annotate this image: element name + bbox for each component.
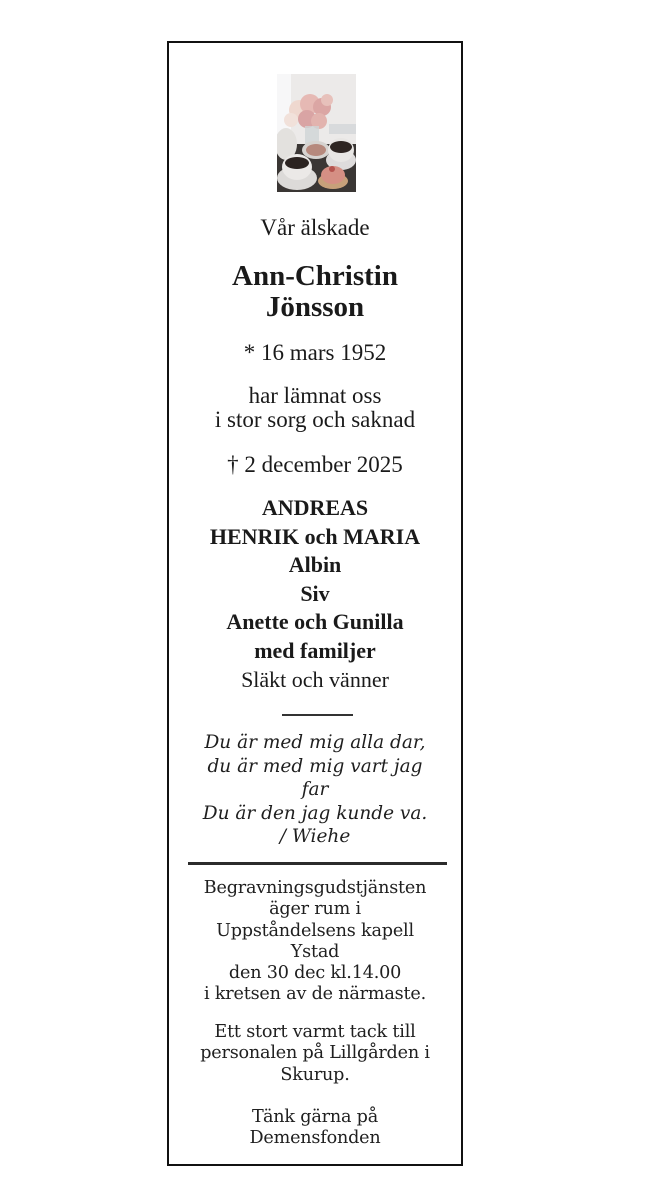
poem-line: Du är med mig alla dar, bbox=[204, 732, 426, 753]
thanks-line: Ett stort varmt tack till bbox=[214, 1022, 416, 1042]
poem-attribution: / Wiehe bbox=[279, 826, 351, 848]
family-member: HENRIK och MARIA bbox=[209, 523, 421, 549]
service-line: Uppståndelsens kapell bbox=[216, 920, 414, 941]
relatives-and-friends: Släkt och vänner bbox=[241, 666, 389, 692]
service-line: äger rum i bbox=[269, 899, 361, 920]
service-line: den 30 dec kl.14.00 bbox=[228, 963, 402, 984]
funeral-service-info bbox=[169, 878, 461, 1006]
family-list bbox=[169, 494, 461, 694]
service-line: i kretsen av de närmaste. bbox=[204, 984, 426, 1005]
memorial-poem bbox=[169, 731, 461, 849]
thanks-line: Skurup. bbox=[280, 1064, 350, 1085]
birth-date-text: * 16 mars 1952 bbox=[243, 340, 387, 365]
intro-text bbox=[169, 215, 461, 241]
name-first: Ann-Christin bbox=[232, 260, 398, 292]
family-member: Anette och Gunilla bbox=[226, 609, 404, 635]
memorial-photo bbox=[277, 74, 356, 192]
death-date-text: † 2 december 2025 bbox=[227, 452, 403, 477]
family-member: ANDREAS bbox=[261, 495, 369, 520]
poem-line: Du är den jag kunde va. bbox=[202, 802, 428, 824]
family-member: Siv bbox=[300, 580, 330, 606]
birth-date bbox=[169, 340, 461, 366]
poem-line: far bbox=[301, 779, 329, 801]
passed-away-text bbox=[169, 384, 461, 432]
obituary-notice bbox=[167, 41, 463, 1166]
donation-request bbox=[169, 1107, 461, 1150]
donate-line: Demensfonden bbox=[249, 1128, 381, 1149]
passed-line-2: i stor sorg och saknad bbox=[214, 407, 416, 432]
photo-flowers-coffee-icon bbox=[277, 74, 356, 192]
service-line: Begravningsgudstjänsten bbox=[203, 878, 427, 898]
long-divider bbox=[188, 862, 447, 865]
short-divider bbox=[282, 714, 353, 716]
thanks-message bbox=[169, 1022, 461, 1086]
thanks-line: personalen på Lillgården i bbox=[200, 1043, 430, 1064]
intro-line: Vår älskade bbox=[260, 215, 370, 240]
poem-line: du är med mig vart jag bbox=[207, 755, 423, 777]
family-member: med familjer bbox=[254, 637, 376, 663]
name-last: Jönsson bbox=[265, 291, 365, 323]
deceased-name bbox=[169, 261, 461, 323]
donate-line: Tänk gärna på bbox=[251, 1107, 379, 1127]
family-member: Albin bbox=[288, 552, 342, 578]
service-line: Ystad bbox=[290, 941, 340, 962]
passed-line-1: har lämnat oss bbox=[248, 383, 382, 408]
death-date bbox=[169, 452, 461, 478]
